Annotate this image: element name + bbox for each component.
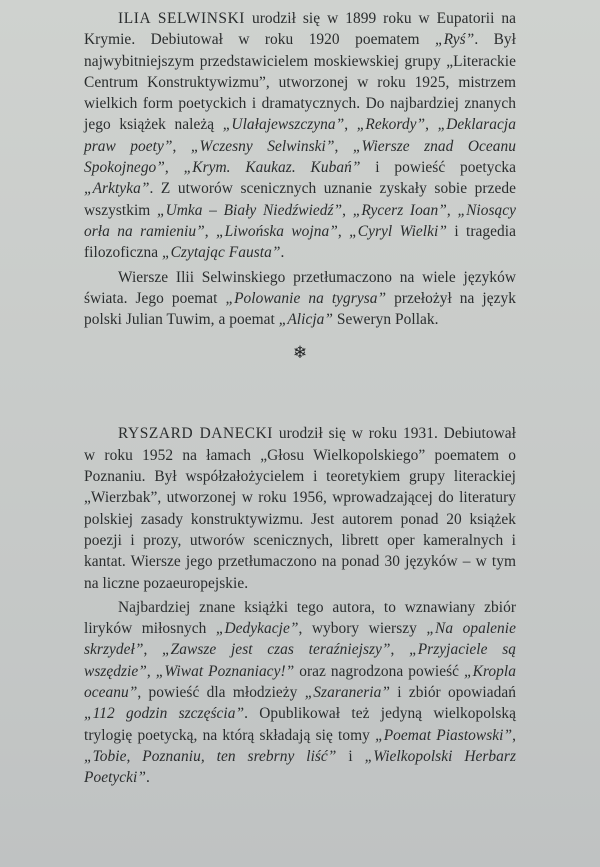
text-run: przełożył na język polski Julian Tuwim, a poemat [84, 289, 516, 329]
text-run: . Z utworów scenicznych uznanie zyskały sobie przede wszystkim [84, 180, 516, 219]
text-run: . Był najwybitniejszym przedstawicielem moskiewskiej grupy „Literackie Centrum Konstruktywizmu”, utworzonej w roku 1925, mistrzem wielkich form poetyckich i dramatycznych. Do najbardziej znanych jego książek należą [84, 31, 516, 134]
text-run: i powieść poetycka [360, 159, 516, 177]
work-title: „Poemat Piastowski” [375, 726, 513, 744]
text-run: . [145, 769, 150, 787]
text-run: , [512, 726, 516, 744]
text-run: i tragedia filozoficzna [84, 222, 516, 262]
work-title: „Wiersze znad Oceanu Spokojnego” [84, 137, 517, 177]
work-title: „Niosący orła na ramieniu” [84, 201, 517, 240]
text-run: , [337, 222, 350, 240]
bio1-paragraph-2 [84, 267, 516, 331]
text-run: Seweryn Pollak. [333, 311, 439, 329]
work-title: „Zawsze jest czas teraźniejszy” [162, 641, 391, 659]
work-title: „Szaraneria” [304, 684, 390, 702]
work-title: „Umka – Biały Niedźwiedź” [156, 201, 343, 219]
text-run: Wiersze Ilii Selwinskiego przetłumaczono na wiele języków świata. Jego poemat [84, 268, 516, 307]
work-title: „Alicja” [278, 311, 334, 329]
work-title: „Wczesny Selwinski” [190, 137, 335, 155]
work-title: „Dedykacje” [215, 620, 299, 638]
author-name: RYSZARD DANECKI [118, 425, 274, 443]
text-run: oraz nagrodzona powieść [294, 662, 465, 680]
text-run: , [344, 116, 357, 134]
work-title: „Tobie, Poznaniu, ten srebrny liść” [84, 747, 337, 765]
snowflake-ornament-icon: ❄ [292, 343, 308, 363]
text-run: , [146, 662, 156, 680]
work-title: „Krym. Kaukaz. Kubań” [183, 159, 361, 177]
text-run: , powieść dla młodzieży [137, 684, 305, 702]
work-title: „112 godzin szczęścia” [84, 705, 245, 723]
bio1-paragraph-1 [84, 8, 516, 264]
work-title: „Przyjaciele są wszędzie” [84, 641, 516, 680]
text-run: i [336, 747, 365, 765]
text-run: . [280, 244, 285, 262]
bio-ryszard-danecki [84, 423, 516, 788]
text-run: , [143, 641, 163, 659]
work-title: „Wielkopolski Herbarz Poetycki” [84, 747, 516, 787]
text-run: i zbiór opowiadań [389, 684, 516, 702]
bio2-paragraph-2 [84, 597, 516, 789]
text-run: . Opublikował też jedyną wielkopolską trylogię poetycką, na którą składają się tomy [84, 705, 516, 744]
book-page [84, 8, 516, 789]
text-run: urodził się w roku 1931. Debiutował w roku 1952 na łamach „Głosu Wielkopolskiego” poematem o Poznaniu. Był współzałożycielem i teoretykiem grupy literackiej „Wierzbak”, utworzonej w roku 1956, wprowadzającej do literatury polskiej zasady konstruktywizmu. Jest autorem ponad 20 książek poezji i prozy, utworów scenicznych, librett oper kameralnych i kantat. Wiersze jego przetłumaczono na ponad 30 języków – w tym na liczne pozaeuropejskie. [84, 425, 516, 592]
text-run: , [390, 641, 410, 659]
work-title: „Liwońska wojna” [215, 222, 338, 240]
work-title: „Ulałajewszczyna” [222, 116, 345, 134]
work-title: „Rycerz Ioan” [352, 201, 447, 219]
work-title: „Wiwat Poznaniacy!” [155, 662, 295, 680]
work-title: „Cyryl Wielki” [349, 222, 447, 240]
text-run: , [172, 137, 191, 155]
work-title: „Ryś” [434, 31, 475, 49]
text-run: , [425, 116, 438, 134]
work-title: „Na opalenie skrzydeł” [84, 620, 516, 659]
text-run: Najbardziej znane książki tego autora, to wznawiany zbiór liryków miłosnych [84, 598, 516, 638]
text-run: , [334, 137, 353, 155]
bio2-paragraph-1 [84, 423, 516, 593]
work-title: „Deklaracja praw poety” [84, 116, 517, 155]
text-run: , [342, 201, 353, 219]
work-title: „Czytając Fausta” [162, 244, 281, 262]
work-title: „Kropla oceanu” [84, 662, 516, 702]
work-title: „Polowanie na tygrysa” [225, 289, 387, 307]
text-run: , [164, 159, 184, 177]
text-run: , [446, 201, 458, 219]
author-name: ILIA SELWINSKI [118, 10, 246, 27]
text-run: urodził się w 1899 roku w Eupatorii na Krymie. Debiutował w roku 1920 poematem [84, 10, 516, 49]
work-title: „Arktyka” [84, 180, 150, 198]
work-title: „Rekordy” [356, 116, 426, 134]
text-run: , [204, 222, 216, 240]
bio-ilia-selwinski [84, 8, 516, 330]
text-run: , wybory wierszy [298, 620, 427, 638]
